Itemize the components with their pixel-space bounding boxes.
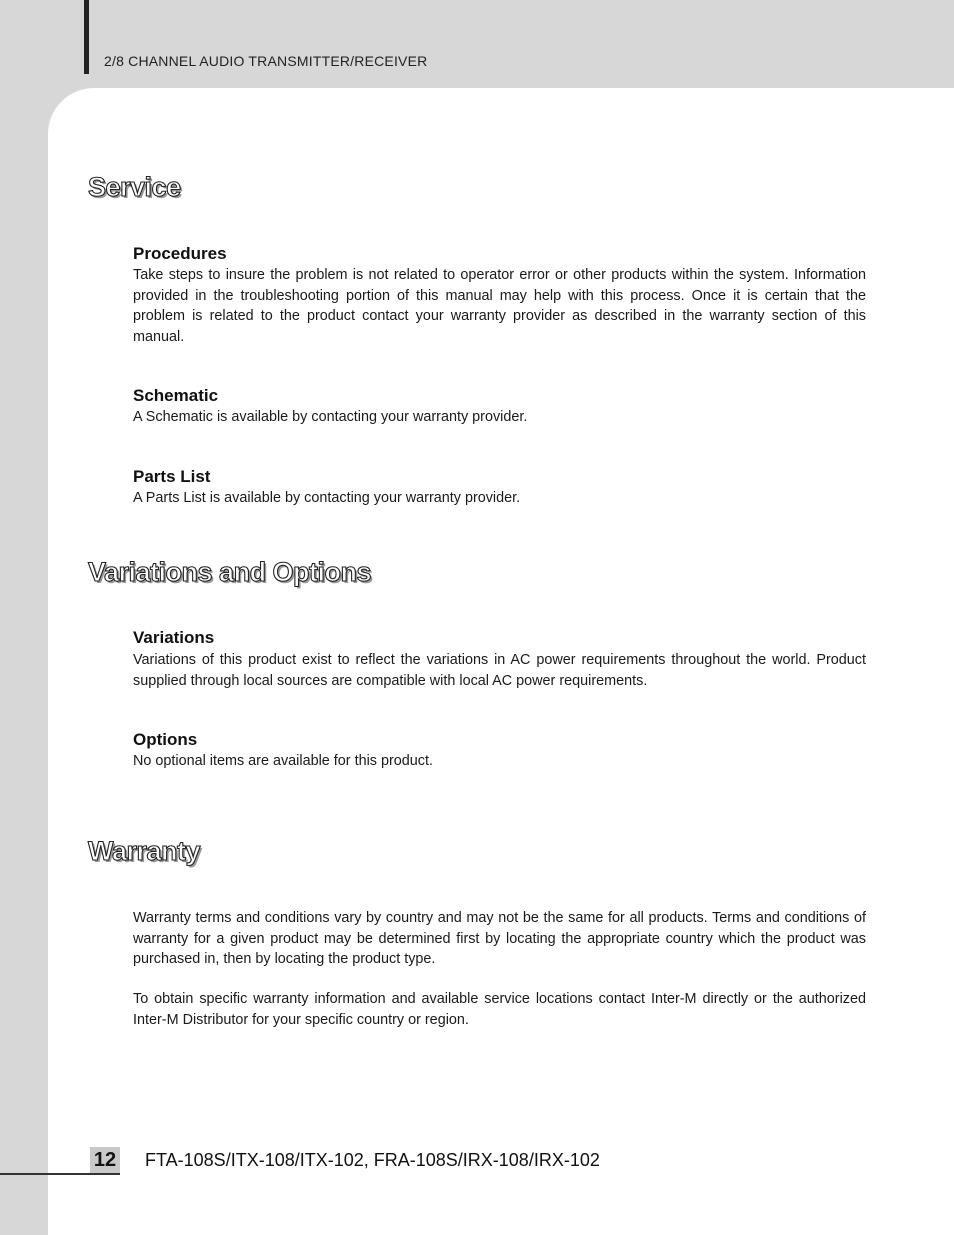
header-rule [84,0,89,74]
subheading-options: Options [133,730,198,749]
procedures-text: Take steps to insure the problem is not related to operator error or other products within the system. Information provided in the troubleshooting portion of this manual may help with this process. Once it is certain that the problem is related to the product contact your warranty provider as described in the warranty section of this manual. [133,267,866,345]
footer-model-text: FTA-108S/ITX-108/ITX-102, FRA-108S/IRX-108/IRX-102 [145,1150,600,1170]
subheading-parts-list: Parts List [133,467,211,486]
section-title-service: Service [88,172,181,202]
section-title-warranty: Warranty [88,836,201,866]
subheading-schematic: Schematic [133,386,219,405]
options-text: No optional items are available for this product. [133,753,433,769]
header-title: 2/8 CHANNEL AUDIO TRANSMITTER/RECEIVER [104,53,428,69]
subheading-procedures: Procedures [133,244,227,263]
subheading-variations: Variations [133,628,215,647]
header-bar [0,0,954,88]
parts-list-text: A Parts List is available by contacting your warranty provider. [133,490,521,506]
footer-rule [0,1173,120,1175]
variations-text: Variations of this product exist to reflect the variations in AC power requirements throughout the world. Product supplied through local sources are compatible with local AC power requirements. [133,652,866,689]
warranty-paragraph-2: To obtain specific warranty information and available service locations contact Inter-M directly or the authorized Inter-M Distributor for your specific country or region. [133,991,866,1028]
warranty-paragraph-1: Warranty terms and conditions vary by country and may not be the same for all products. Terms and conditions of warranty for a given product may be determined first by locating the appropriate country which the product was purchased in, then by locating the product type. [133,910,866,967]
page-number: 12 [90,1147,120,1173]
section-title-variations-options: Variations and Options [88,557,372,587]
schematic-text: A Schematic is available by contacting your warranty provider. [133,409,528,425]
